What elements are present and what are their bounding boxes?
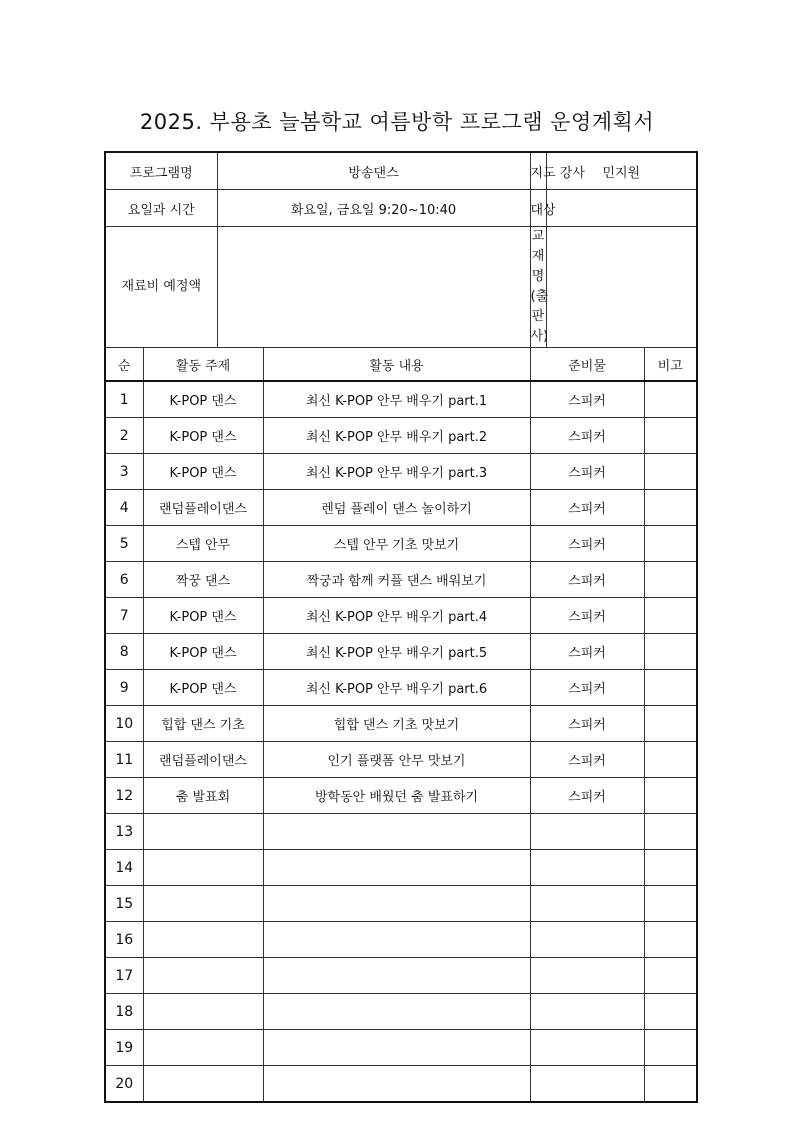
row-seq: 20 [105,1066,143,1103]
row-supplies [530,850,644,886]
row-seq: 5 [105,526,143,562]
textbook-label [530,227,549,348]
row-content: 방학동안 배웠던 춤 발표하기 [263,778,530,814]
row-notes [644,598,697,634]
row-supplies [530,994,644,1030]
table-row [105,850,697,886]
row-topic: K-POP 댄스 [143,454,263,490]
row-topic: 짝꿍 댄스 [143,562,263,598]
row-seq: 16 [105,922,143,958]
row-topic [143,958,263,994]
row-supplies: 스피커 [530,454,644,490]
row-topic: 스텝 안무 [143,526,263,562]
table-row [105,922,697,958]
textbook-label-line1: 교재명 [531,229,545,284]
row-content: 스텝 안무 기초 맛보기 [263,526,530,562]
row-supplies: 스피커 [530,598,644,634]
row-topic: 랜덤플레이댄스 [143,490,263,526]
row-notes [644,994,697,1030]
row-content: 최신 K-POP 안무 배우기 part.3 [263,454,530,490]
row-notes [644,526,697,562]
row-notes [644,814,697,850]
row-supplies: 스피커 [530,526,644,562]
row-content: 최신 K-POP 안무 배우기 part.1 [263,381,530,418]
col-header-topic: 활동 주제 [143,348,263,382]
table-row [105,598,697,634]
row-topic: 힙합 댄스 기초 [143,706,263,742]
instructor-value: 민지원 [546,152,697,190]
row-content [263,886,530,922]
row-seq: 10 [105,706,143,742]
table-row [105,994,697,1030]
row-notes [644,1066,697,1103]
table-row [105,1066,697,1103]
row-seq: 9 [105,670,143,706]
row-supplies: 스피커 [530,562,644,598]
row-content [263,1030,530,1066]
row-topic [143,994,263,1030]
table-row [105,562,697,598]
budget-value [217,227,530,348]
row-notes [644,454,697,490]
row-supplies: 스피커 [530,381,644,418]
row-notes [644,670,697,706]
row-supplies: 스피커 [530,742,644,778]
row-seq: 14 [105,850,143,886]
row-supplies: 스피커 [530,490,644,526]
row-content: 최신 K-POP 안무 배우기 part.6 [263,670,530,706]
table-row [105,670,697,706]
row-supplies [530,922,644,958]
instructor-label: 지도 강사 [530,152,546,190]
table-row [105,778,697,814]
row-supplies [530,1030,644,1066]
row-notes [644,418,697,454]
row-topic: 춤 발표회 [143,778,263,814]
row-content [263,922,530,958]
row-notes [644,381,697,418]
row-content: 힙합 댄스 기초 맛보기 [263,706,530,742]
row-supplies [530,814,644,850]
row-content: 최신 K-POP 안무 배우기 part.5 [263,634,530,670]
row-seq: 11 [105,742,143,778]
row-notes [644,1030,697,1066]
row-topic: K-POP 댄스 [143,670,263,706]
row-notes [644,922,697,958]
row-content: 짝궁과 함께 커플 댄스 배워보기 [263,562,530,598]
row-seq: 1 [105,381,143,418]
row-content: 인기 플랫폼 안무 맛보기 [263,742,530,778]
row-notes [644,886,697,922]
row-seq: 17 [105,958,143,994]
row-supplies [530,886,644,922]
textbook-value [546,227,697,348]
row-supplies [530,958,644,994]
table-row [105,454,697,490]
row-notes [644,850,697,886]
row-topic: K-POP 댄스 [143,598,263,634]
target-label: 대상 [530,190,546,227]
textbook-label-line2: (출판사) [530,289,549,344]
row-notes [644,958,697,994]
row-topic: K-POP 댄스 [143,381,263,418]
table-row [105,634,697,670]
budget-label: 재료비 예정액 [105,227,217,348]
row-seq: 13 [105,814,143,850]
col-header-supplies: 준비물 [530,348,644,382]
row-notes [644,490,697,526]
plan-table [104,151,698,1103]
col-header-notes: 비고 [644,348,697,382]
row-notes [644,778,697,814]
row-supplies: 스피커 [530,778,644,814]
row-supplies [530,1066,644,1103]
row-content [263,1066,530,1103]
table-row [105,526,697,562]
row-topic [143,1066,263,1103]
row-content [263,814,530,850]
row-supplies: 스피커 [530,634,644,670]
row-topic [143,850,263,886]
row-notes [644,634,697,670]
table-row [105,742,697,778]
table-row [105,381,697,418]
row-notes [644,706,697,742]
col-header-seq: 순 [105,348,143,382]
row-content: 최신 K-POP 안무 배우기 part.2 [263,418,530,454]
row-notes [644,742,697,778]
row-topic [143,886,263,922]
table-row [105,418,697,454]
row-notes [644,562,697,598]
col-header-content: 활동 내용 [263,348,530,382]
row-seq: 4 [105,490,143,526]
row-content [263,958,530,994]
program-value: 방송댄스 [217,152,530,190]
row-topic: 랜덤플레이댄스 [143,742,263,778]
table-row [105,814,697,850]
schedule-label: 요일과 시간 [105,190,217,227]
row-topic: K-POP 댄스 [143,634,263,670]
row-topic [143,1030,263,1066]
row-seq: 15 [105,886,143,922]
row-seq: 19 [105,1030,143,1066]
row-seq: 6 [105,562,143,598]
row-topic: K-POP 댄스 [143,418,263,454]
row-supplies: 스피커 [530,706,644,742]
table-row [105,1030,697,1066]
table-row [105,958,697,994]
row-seq: 8 [105,634,143,670]
row-seq: 12 [105,778,143,814]
row-content [263,994,530,1030]
row-content: 최신 K-POP 안무 배우기 part.4 [263,598,530,634]
table-row [105,706,697,742]
row-topic [143,814,263,850]
row-content [263,850,530,886]
table-row [105,886,697,922]
target-value [546,190,697,227]
row-supplies: 스피커 [530,418,644,454]
row-content: 렌덤 플레이 댄스 놀이하기 [263,490,530,526]
table-row [105,490,697,526]
row-seq: 7 [105,598,143,634]
program-label: 프로그램명 [105,152,217,190]
row-seq: 18 [105,994,143,1030]
row-seq: 3 [105,454,143,490]
row-seq: 2 [105,418,143,454]
schedule-value: 화요일, 금요일 9:20~10:40 [217,190,530,227]
row-supplies: 스피커 [530,670,644,706]
row-topic [143,922,263,958]
page-title: 2025. 부용초 늘봄학교 여름방학 프로그램 운영계획서 [139,110,655,134]
